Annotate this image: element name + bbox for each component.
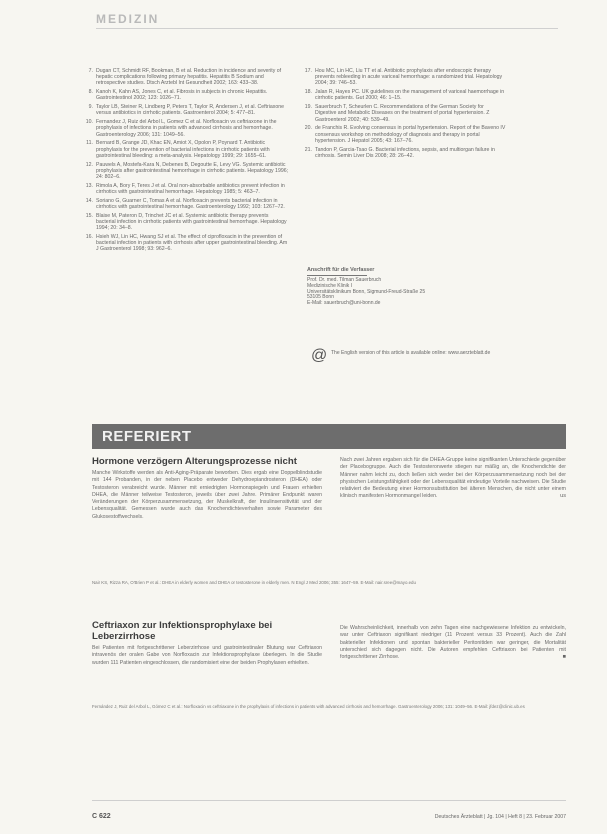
article1-body-right — [340, 457, 566, 501]
reference-number: 12. — [85, 161, 93, 168]
reference-text: Taylor LB, Steiner R, Lindberg P, Peters T, Taylor R, Andersen J, et al. Ceftriaxone versus antibiotics in cirrhotic patients. Gastroenterol 2004; 5: 477–81. — [96, 104, 284, 117]
reference-text: Tandon P, Garcia-Tsao G. Bacterial infections, sepsis, and multiorgan failure in cirrhosis. Semin Liver Dis 2008; 28: 26–42. — [315, 146, 495, 159]
reference-number: 20. — [304, 125, 312, 132]
rubric-divider — [96, 28, 558, 29]
correspondence-line: Universitätsklinikum Bonn, Sigmund-Freud-Straße 25 — [307, 288, 426, 295]
reference-number: 8. — [88, 89, 93, 96]
correspondence-line: 53105 Bonn — [307, 294, 334, 301]
reference-item — [303, 125, 506, 144]
reference-item — [84, 183, 289, 195]
article2-source: Fernández J, Ruiz del Arbol L, Gómez C et al.: Norfloxacin vs ceftriaxone in the prophylaxis of infections in patients with advanced cirrhosis and hemorrhage. Gastroenterology 2006; 131: 1049–56. E-Mail: jfdez@clinic.ub.es — [92, 704, 525, 709]
article1-source: Nair KS, Rizza RA, O'Brien P et al.: DHEA in elderly women and DHEA or testosterone in elderly men. N Engl J Med 2006; 355: 1647–59. E-Mail: nair.sree@mayo.edu — [92, 580, 416, 585]
reference-text: Pauwels A, Mostefa-Kara N, Debenes B, Degoutte E, Levy VG. Systemic antibiotic prophylaxis after gastrointestinal hemorrhage in cirrhotic patients. Hepatology 1996; 24: 802–6. — [96, 161, 289, 181]
article1-body-right-text: Nach zwei Jahren ergaben sich für die DHEA-Gruppe keine signifikanten Unterschiede gegenüber der Placebogruppe. Auch die Testosteronwerte stiegen nur mäßig an, die Knochendichte der Männer nahm leicht zu, doch ließen sich weder bei der Körperzusammensetzung noch bei der physischen Leistungsfähigkeit oder der Lebensqualität eindeutige Vorteile nachweisen. Die Studie relativiert die Bedeutung einer Hormonsubstitution bei älteren Menschen, die nicht unter einem klinisch manifesten Hormonmangel leiden. — [340, 457, 566, 500]
reference-list-right — [303, 68, 506, 162]
correspondence-line: E-Mail: sauerbruch@uni-bonn.de — [307, 300, 381, 307]
reference-text: Rimola A, Bory F, Teres J et al. Oral non-absorbable antibiotics prevent infection in cirrhotics with gastrointestinal hemorrhage. Hepatology 1985; 5: 463–7. — [96, 182, 285, 196]
reference-number: 14. — [85, 197, 93, 204]
reference-text: Hsieh WJ, Lin HC, Hwang SJ et al. The effect of ciprofloxacin in the prevention of bacterial infection in patients with cirrhosis after upper gastrointestinal bleeding. Am J Gastroenterol 1998; 93: 962–6. — [96, 234, 288, 253]
end-mark-icon: ■ — [562, 654, 566, 661]
reference-number: 19. — [304, 104, 312, 111]
reference-text: Kanoh K, Kahn AS, Jones C, et al. Fibrosis in subjects in chronic Hepatitis. Gastrointestinol 2002; 123: 1026–71. — [96, 89, 268, 102]
reference-number: 9. — [88, 104, 93, 111]
reference-text: Soriano G, Guarner C, Tomas A et al. Norfloxacin prevents bacterial infection in cirrhotics with gastrointestinal hemorrhage. Gastroenterology 1992; 103: 1267–72. — [96, 197, 285, 211]
reference-number: 7. — [88, 68, 93, 74]
reference-item — [84, 162, 289, 181]
reference-text: Jalan R, Hayes PC. UK guidelines on the management of variceal haemorrhage in cirrhotic patients. Gut 2000; 46: 1–15. — [315, 89, 505, 102]
reference-number: 16. — [85, 234, 93, 241]
reference-number: 17. — [304, 68, 312, 74]
reference-item — [84, 119, 289, 138]
at-sign-icon: @ — [311, 347, 328, 364]
reference-text: Dugan CT, Schmidt RF, Bookman, B et al. Reduction in incidence and severity of hepatic complications following primary hepatitis. Hepatitis B Sodium and retrospective studies. Dtsch Arztebl Int Gesundheit 2002; 163: 433–38. — [96, 68, 282, 87]
article2-body-right-text: Die Wahrscheinlichkeit, innerhalb von zehn Tagen eine nachgewiesene Infektion zu entwickeln, war unter Ceftriaxon signifikant niedriger (11 Prozent versus 33 Prozent). Auch die Zahl bakterieller Infektionen und spontan bakterieller Peritonitiden war geringer, die Mortalität unterschied sich dagegen nicht. Die Autoren empfehlen Ceftriaxon bei Patienten mit fortgeschrittener Zirrhose. — [340, 625, 566, 661]
reference-text: Bernard B, Grange JD, Khac EN, Amiot X, Opolon P, Poynard T. Antibiotic prophylaxis for the prevention of bacterial infections in cirrhotic patients with gastrointestinal bleeding: a meta-analysis. Hepatology 1999; 29: 1655–61. — [96, 140, 270, 159]
reference-number: 15. — [85, 212, 93, 219]
article2-body-right — [340, 625, 566, 661]
reference-item — [84, 198, 289, 210]
page-number: C 622 — [92, 813, 111, 820]
correspondence-line: Medizinische Klinik I — [307, 282, 353, 289]
reference-number: 21. — [304, 146, 312, 153]
reference-number: 11. — [86, 140, 93, 147]
reference-item — [84, 213, 289, 232]
reference-list-left — [84, 68, 289, 255]
section-banner — [92, 424, 566, 449]
reference-item — [303, 68, 506, 87]
reference-item — [84, 140, 289, 159]
reference-item — [84, 104, 289, 116]
reference-item — [84, 234, 289, 253]
journal-citation: Deutsches Ärzteblatt | Jg. 104 | Heft 8 | 23. Februar 2007 — [434, 814, 566, 820]
article1-title: Hormone verzögern Alterungsprozesse nicht — [92, 456, 297, 467]
reference-number: 18. — [304, 89, 312, 96]
article1-body-left: Manche Wirkstoffe werden als Anti-Aging-Präparate beworben. Dies ergab eine Doppelblindstudie mit 144 Probanden, in der neben Placebo entweder Dehydroepiandrosteron (DHEA) oder Testosteron verabreicht wurde. Männer mit erniedrigten Hormonspiegeln und Frauen erhielten DHEA, die Männer teilweise Testosteron, jeweils über zwei Jahre. Primärer Endpunkt waren Veränderungen der Körperzusammensetzung, der Muskelkraft, der Insulinsensitivität und der Lebensqualität. Gemessen wurde auch das Knochendichteverhalten sowie Parameter des Glukosestoffwechsels. — [92, 470, 322, 520]
section-rubric: MEDIZIN — [96, 12, 160, 26]
reference-item — [303, 104, 506, 123]
reference-item — [303, 147, 506, 159]
reference-item — [303, 89, 506, 101]
correspondence-rule — [307, 275, 367, 276]
reference-text: Blaise M, Pateron D, Trinchet JC et al. Systemic antibiotic therapy prevents bacterial infection in cirrhotic patients with gastrointestinal hemorrhage. Hepatology 1994; 20: 34–8. — [96, 212, 287, 232]
article1-author: us — [560, 493, 566, 500]
reference-number: 13. — [85, 182, 93, 189]
footer-divider — [92, 800, 566, 801]
reference-text: de Franchis R. Evolving consensus in portal hypertension. Report of the Baveno IV consensus workshop on methodology of diagnosis and therapy in portal hypertension. J Hepatol 2005; 43: 167–76. — [315, 125, 506, 144]
reference-item — [84, 68, 289, 87]
english-version-note: The English version of this article is available online: www.aerzteblatt.de — [331, 350, 491, 356]
reference-number: 10. — [85, 119, 93, 126]
article2-body-left: Bei Patienten mit fortgeschrittener Leberzirrhose und gastrointestinaler Blutung war Ceftriaxon intravenös der oralen Gabe von Norfloxacin zur Infektionsprophylaxe überlegen. In die Studie wurden 111 Patienten eingeschlossen, die randomisiert eine der beiden Prophylaxen erhielten. — [92, 645, 322, 666]
article2-title: Ceftriaxon zur Infektionsprophylaxe bei Leberzirrhose — [92, 620, 273, 642]
correspondence-block — [307, 268, 507, 307]
reference-text: Fernandez J, Ruiz del Arbol L, Gomez C et al. Norfloxacin vs ceftriaxone in the prophylaxis of infections in patients with advanced cirrhosis and hemorrhage. Gastroenterology 2006; 131: 1049–56. — [96, 119, 277, 138]
reference-text: Sauerbruch T, Scheurlen C. Recommendations of the German Society for Digestive and Metabolic Diseases on the treatment of portal hypertension. Z Gastroenterol 2002; 40: 539–49. — [315, 104, 490, 123]
reference-text: Hou MC, Lin HC, Liu TT et al. Antibiotic prophylaxis after endoscopic therapy prevents rebleeding in acute variceal hemorrhage: a randomized trial. Hepatology 2004; 39: 746–53. — [315, 68, 503, 87]
reference-item — [84, 89, 289, 101]
correspondence-line: Prof. Dr. med. Tilman Sauerbruch — [307, 276, 382, 283]
correspondence-title: Anschrift für die Verfasser — [307, 267, 375, 273]
section-banner-label: REFERIERT — [102, 428, 192, 445]
